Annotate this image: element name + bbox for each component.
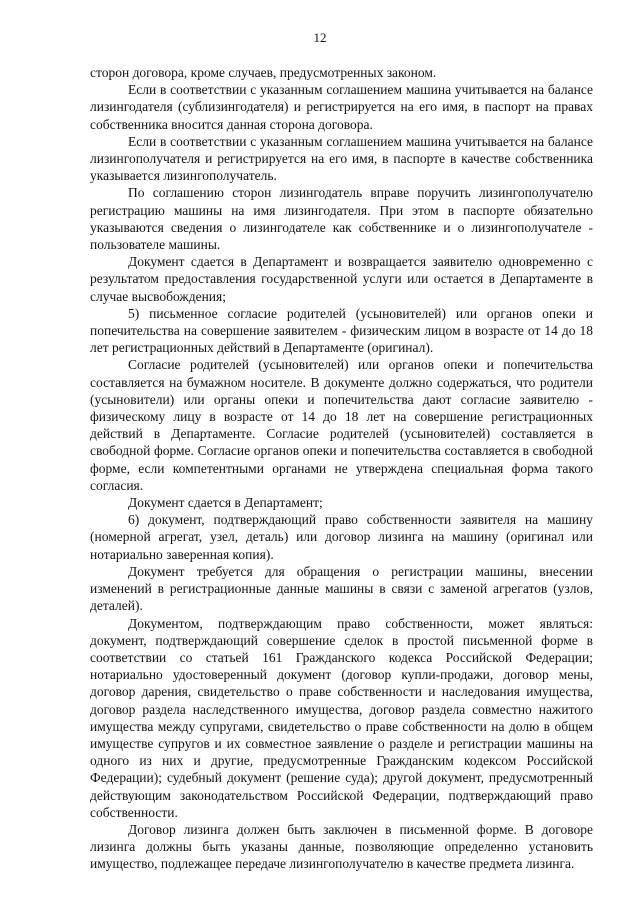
paragraph-document-submitted: Документ сдается в Департамент; — [128, 495, 323, 511]
list-item-6: 6) документ, подтверждающий право собственности заявителя на машину (номерной агрегат, узел, деталь) или договор лизинга на машину (оригинал или нотариально заверенная копия). — [90, 512, 593, 562]
page-number: 12 — [313, 30, 327, 45]
paragraph-registration-assignment: По соглашению сторон лизингодатель вправе поручить лизингополучателю регистрацию машины на имя лизингодателя. При этом в паспорте обязательно указываются сведения о лизингодателе как собственнике и о лизингополучателе - пользователе машины. — [90, 185, 593, 253]
paragraph-lessee-balance: Если в соответствии с указанным соглашением машина учитывается на балансе лизингополучателя и регистрируется на его имя, в паспорте в качестве собственника указывается лизингополучатель. — [90, 133, 593, 184]
paragraph-document-return: Документ сдается в Департамент и возвращается заявителю одновременно с результатом предоставления государственной услуги или остается в Департаменте в случае высвобождения; — [90, 254, 593, 304]
body-text — [90, 64, 593, 873]
paragraph-ownership-documents: Документом, подтверждающим право собственности, может являться: документ, подтверждающий совершение сделок в простой письменной форме в соответствии со статьей 161 Гражданского кодекса Российской Федерации; нотариально удостоверенный документ (договор купли-продажи, договор мены, договор дарения, свидетельство о праве собственности и наследования имущества, договор раздела наследственного имущества, договор раздела совместно нажитого имущества между супругами, свидетельство о праве собственности на долю в общем имуществе супругов и их совместное заявление о разделе и регистрации машины на одного из них и другие, предусмотренные Гражданским кодексом Российской Федерации); судебный документ (решение суда); другой документ, предусмотренный действующим законодательством Российской Федерации, подтверждающий право собственности. — [90, 615, 593, 820]
paragraph-consent-details: Согласие родителей (усыновителей) или органов опеки и попечительства составляется на бумажном носителе. В документе должно содержаться, что родители (усыновители) или органы опеки и попечительства дают согласие заявителю - физическому лицу в возрасте от 14 до 18 лет на совершение регистрационных действий в Департаменте. Согласие родителей (усыновителей) составляется в свободной форме. Согласие органов опеки и попечительства составляется в свободной форме, если компетентными органами не утверждена специальная форма такого согласия. — [90, 357, 593, 493]
paragraph-leasing-contract: Договор лизинга должен быть заключен в письменной форме. В договоре лизинга должны быть указаны данные, позволяющие определенно установить имущество, подлежащее передаче лизингополучателю в качестве предмета лизинга. — [90, 821, 593, 872]
list-item-5: 5) письменное согласие родителей (усыновителей) или органов опеки и попечительства на совершение заявителем - физическим лицом в возрасте от 14 до 18 лет регистрационных действий в Департаменте (оригинал). — [90, 305, 593, 356]
paragraph-lessor-balance: Если в соответствии с указанным соглашением машина учитывается на балансе лизингодателя (сублизингодателя) и регистрируется на его имя, в паспорт на правах собственника вносится данная сторона договора. — [90, 82, 593, 132]
paragraph-document-required: Документ требуется для обращения о регистрации машины, внесении изменений в регистрационные данные машины в связи с заменой агрегатов (узлов, деталей). — [90, 563, 593, 614]
paragraph-continuation: сторон договора, кроме случаев, предусмотренных законом. — [90, 65, 437, 80]
